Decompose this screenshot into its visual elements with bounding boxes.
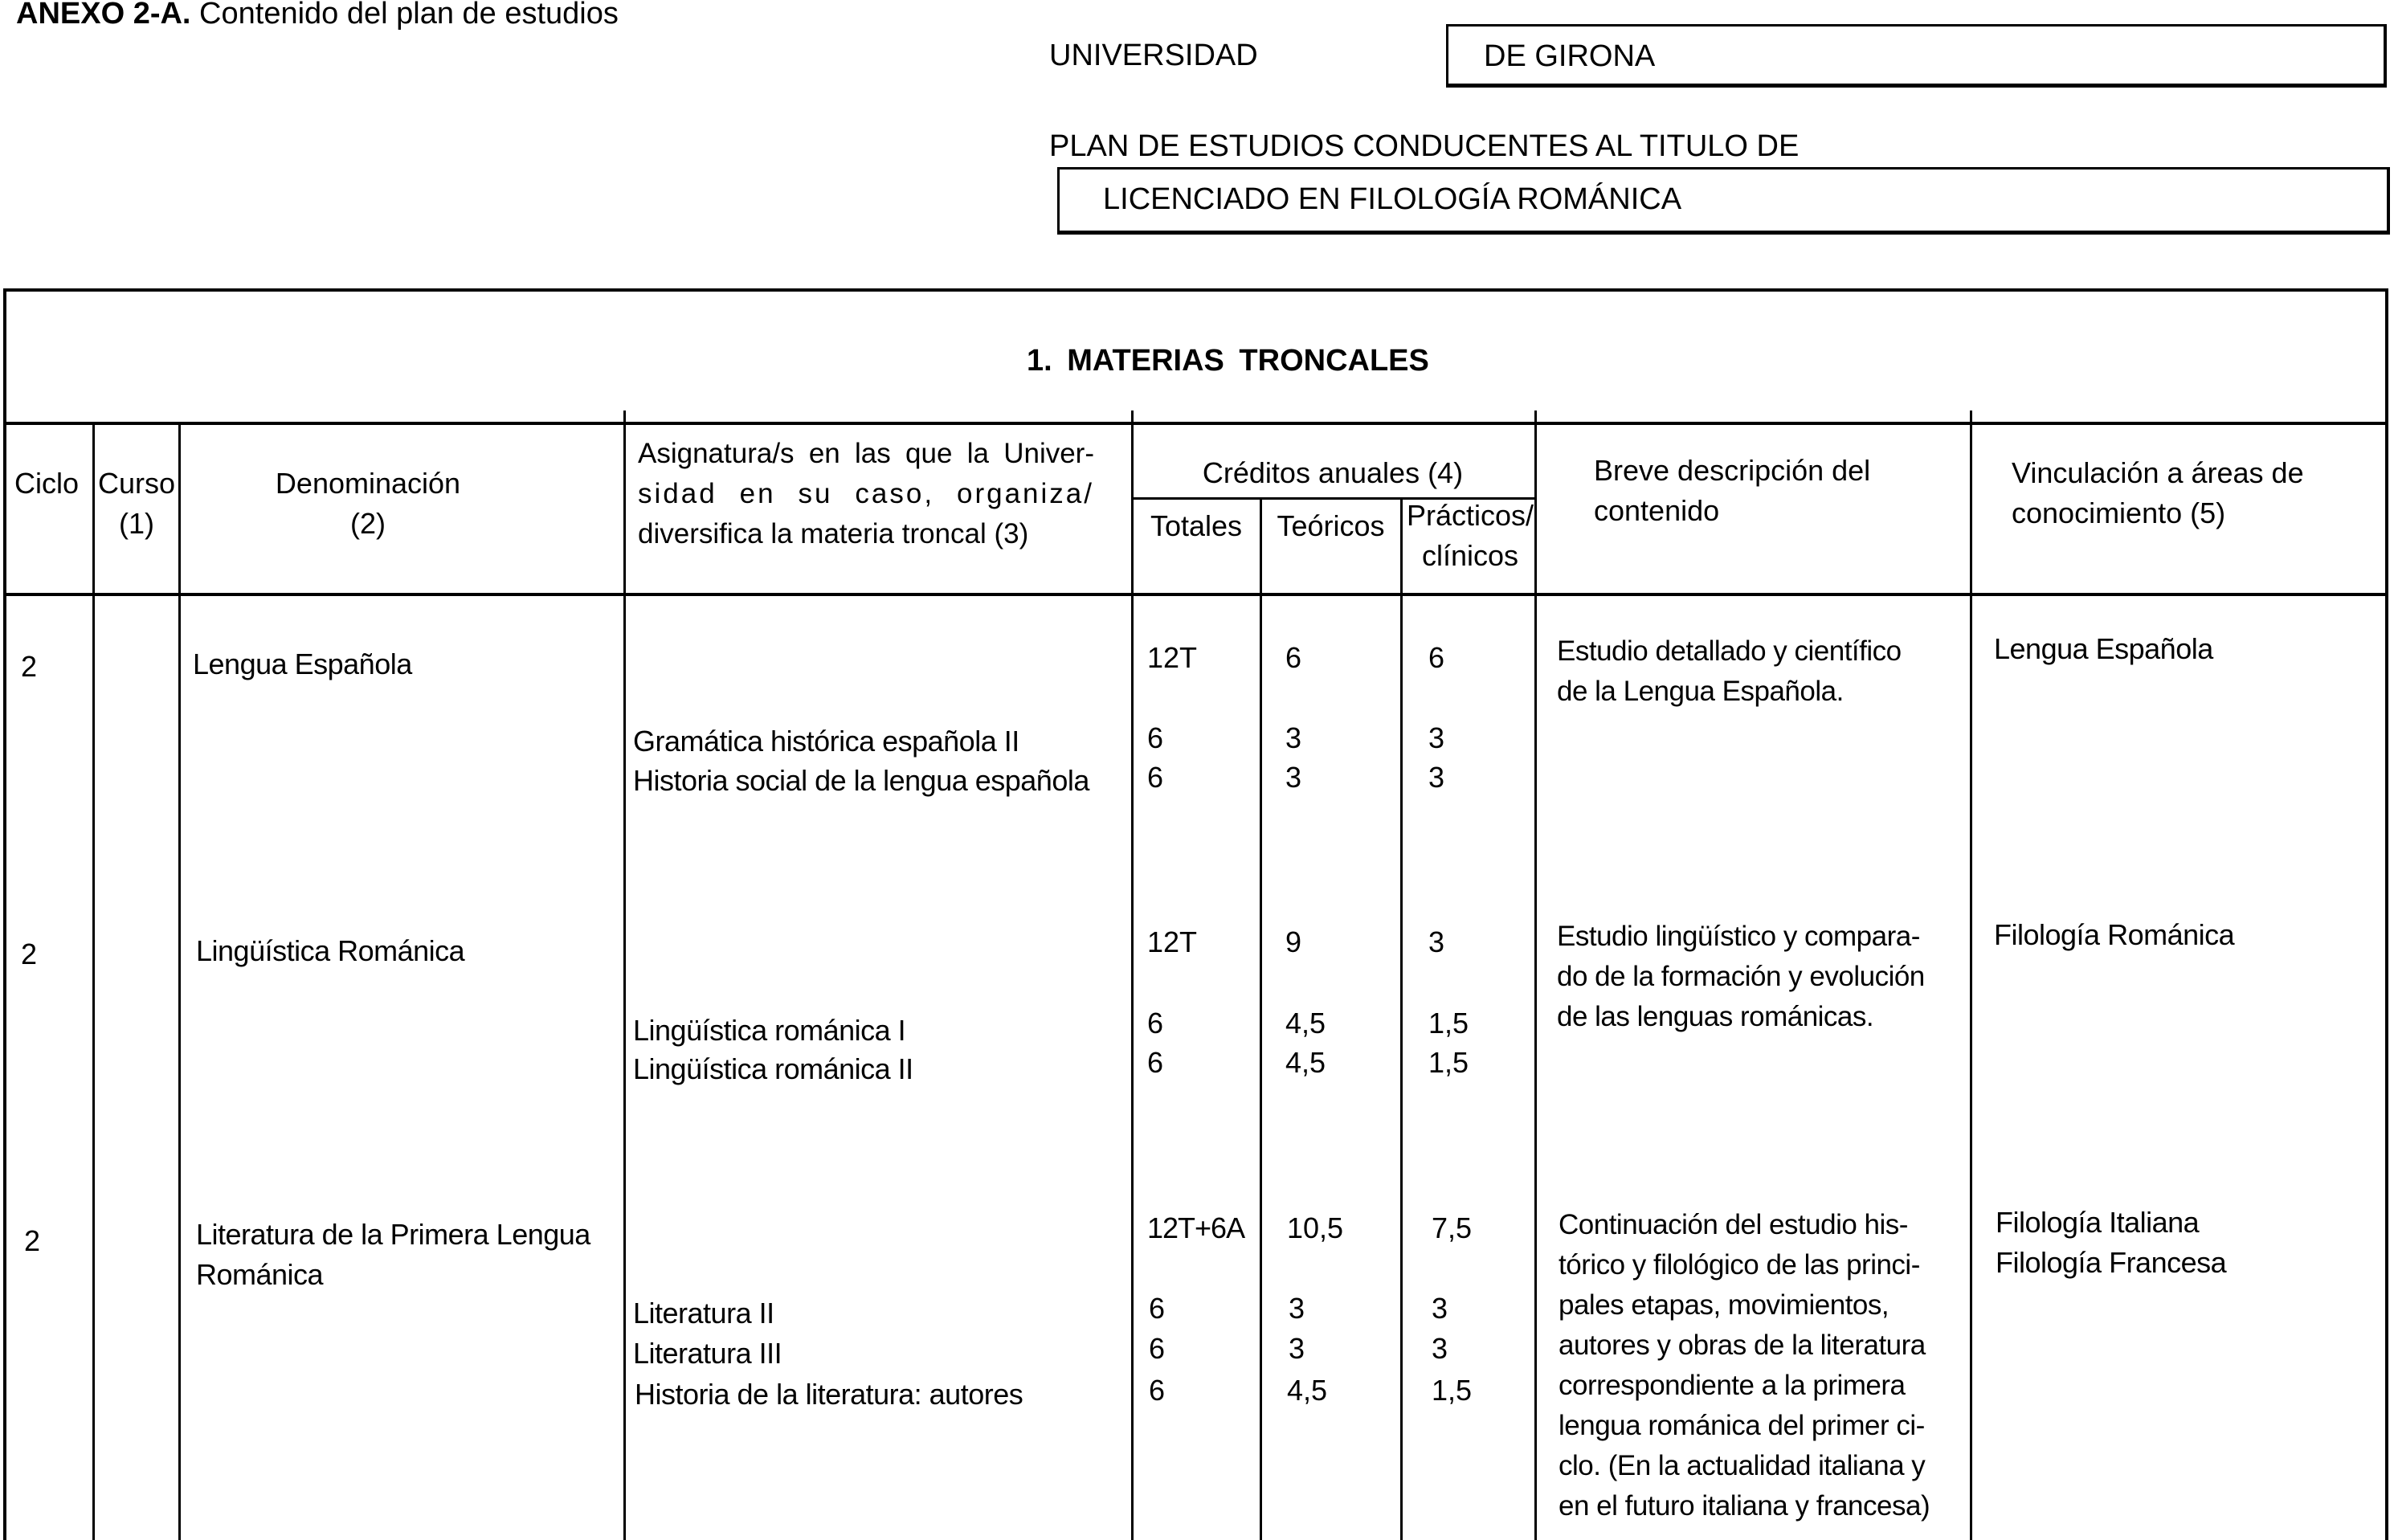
row2-desc-line: Estudio lingüístico y compara- xyxy=(1557,921,1920,952)
row2-asig1-name: Lingüística románica I xyxy=(633,1014,906,1047)
row2-asig2-totales: 6 xyxy=(1147,1046,1164,1079)
row2-asig2-practicos: 1,5 xyxy=(1428,1046,1469,1079)
annex-heading xyxy=(16,0,619,31)
col-totales: Totales xyxy=(1150,509,1243,542)
row3-desc-line: clo. (En la actualidad italiana y xyxy=(1559,1450,1926,1481)
row1-denominacion: Lengua Española xyxy=(193,647,412,680)
row3-desc-line: pales etapas, movimientos, xyxy=(1559,1289,1889,1321)
col-vinculacion xyxy=(2012,453,2304,533)
row1-practicos: 6 xyxy=(1428,641,1445,674)
row2-totales: 12T xyxy=(1147,925,1198,958)
row3-desc-line: lengua románica del primer ci- xyxy=(1559,1410,1925,1441)
row3-vinculacion-line: Filología Italiana xyxy=(1996,1206,2200,1239)
col-practicos-line1: Prácticos/ xyxy=(1406,499,1534,532)
degree-box xyxy=(1057,167,2390,235)
col-teoricos: Teóricos xyxy=(1277,509,1385,542)
row1-descripcion xyxy=(1557,631,1971,712)
row3-denominacion-line: Románica xyxy=(196,1258,324,1291)
row3-asig1-totales: 6 xyxy=(1149,1292,1166,1325)
col-curso-title: Curso xyxy=(97,467,176,500)
row3-denominacion xyxy=(196,1215,590,1295)
row3-asig3-totales: 6 xyxy=(1149,1374,1166,1407)
col-vinculacion-line2: conocimiento (5) xyxy=(2012,496,2226,529)
row3-asig2-totales: 6 xyxy=(1149,1332,1166,1365)
row2-denominacion: Lingüística Románica xyxy=(196,934,465,967)
row2-teoricos: 9 xyxy=(1285,925,1302,958)
col-descripcion-line2: contenido xyxy=(1594,494,1720,527)
col-denominacion-ref: (2) xyxy=(350,507,386,540)
row3-vinculacion-line: Filología Francesa xyxy=(1996,1246,2227,1279)
row3-totales: 12T+6A xyxy=(1147,1211,1245,1244)
row2-practicos: 3 xyxy=(1428,925,1445,958)
row3-asig3-practicos: 1,5 xyxy=(1432,1374,1473,1407)
col-ciclo: Ciclo xyxy=(14,467,80,500)
row1-totales: 12T xyxy=(1147,641,1198,674)
row1-desc-line: Estudio detallado y científico xyxy=(1557,635,1902,667)
row3-desc-line: correspondiente a la primera xyxy=(1559,1370,1906,1401)
row2-desc-line: de las lenguas románicas. xyxy=(1557,1001,1874,1032)
row3-asig3-teoricos: 4,5 xyxy=(1287,1374,1328,1407)
row1-ciclo: 2 xyxy=(21,650,38,683)
col-descripcion-line1: Breve descripción del xyxy=(1594,454,1871,487)
col-asignaturas-line3: diversifica la materia troncal (3) xyxy=(638,518,1029,549)
row1-asig2-practicos: 3 xyxy=(1428,761,1445,794)
section-title: 1. MATERIAS TRONCALES xyxy=(1027,344,1429,378)
col-asignaturas-line1: Asignatura/s en las que la Univer- xyxy=(638,438,1094,469)
row3-descripcion xyxy=(1559,1205,1972,1526)
row1-vinculacion: Lengua Española xyxy=(1994,632,2213,665)
row3-desc-line: tórico y filológico de las princi- xyxy=(1559,1249,1920,1281)
row1-asig2-teoricos: 3 xyxy=(1285,761,1302,794)
row3-desc-line: en el futuro italiana y francesa) xyxy=(1559,1490,1930,1522)
col-descripcion xyxy=(1594,451,1870,531)
row1-desc-line: de la Lengua Española. xyxy=(1557,676,1844,707)
col-vinculacion-line1: Vinculación a áreas de xyxy=(2012,456,2304,489)
annex-text: Contenido del plan de estudios xyxy=(199,0,619,31)
row2-asig1-practicos: 1,5 xyxy=(1428,1007,1469,1040)
row3-asig1-practicos: 3 xyxy=(1432,1292,1448,1325)
col-curso xyxy=(93,464,180,544)
row2-asig2-name: Lingüística románica II xyxy=(633,1052,913,1085)
degree-value: LICENCIADO EN FILOLOGÍA ROMÁNICA xyxy=(1103,182,1682,216)
col-asignaturas xyxy=(638,434,1094,554)
row3-desc-line: autores y obras de la literatura xyxy=(1559,1330,1926,1361)
row1-asig1-name: Gramática histórica española II xyxy=(633,725,1019,758)
row1-asig1-practicos: 3 xyxy=(1428,721,1445,754)
col-practicos-line2: clínicos xyxy=(1421,539,1519,572)
row1-asig2-name: Historia social de la lengua española xyxy=(633,764,1089,797)
row1-teoricos: 6 xyxy=(1285,641,1302,674)
row3-asig2-teoricos: 3 xyxy=(1289,1332,1305,1365)
row3-denominacion-line: Literatura de la Primera Lengua xyxy=(196,1218,590,1251)
university-box xyxy=(1446,24,2387,88)
row1-asig1-totales: 6 xyxy=(1147,721,1164,754)
university-label: UNIVERSIDAD xyxy=(1049,39,1258,72)
plan-label: PLAN DE ESTUDIOS CONDUCENTES AL TITULO DE xyxy=(1049,129,1800,163)
row2-asig1-teoricos: 4,5 xyxy=(1285,1007,1326,1040)
col-creditos: Créditos anuales (4) xyxy=(1202,456,1464,489)
row3-ciclo: 2 xyxy=(24,1224,41,1257)
annex-label: ANEXO 2-A. xyxy=(16,0,191,31)
col-practicos xyxy=(1402,496,1538,576)
university-value: DE GIRONA xyxy=(1484,39,1656,73)
row3-asig3-name: Historia de la literatura: autores xyxy=(635,1378,1023,1411)
row3-asig1-teoricos: 3 xyxy=(1289,1292,1305,1325)
col-denominacion xyxy=(179,464,557,544)
row2-desc-line: do de la formación y evolución xyxy=(1557,961,1925,992)
row1-asig2-totales: 6 xyxy=(1147,761,1164,794)
row2-asig2-teoricos: 4,5 xyxy=(1285,1046,1326,1079)
row3-practicos: 7,5 xyxy=(1432,1211,1473,1244)
row3-teoricos: 10,5 xyxy=(1287,1211,1344,1244)
row3-desc-line: Continuación del estudio his- xyxy=(1559,1209,1908,1240)
row3-vinculacion xyxy=(1996,1203,2226,1283)
row1-asig1-teoricos: 3 xyxy=(1285,721,1302,754)
col-asignaturas-line2: sidad en su caso, organiza/ xyxy=(638,478,1094,509)
row2-ciclo: 2 xyxy=(21,937,38,970)
row3-asig1-name: Literatura II xyxy=(633,1297,774,1330)
col-denominacion-title: Denominación xyxy=(275,467,461,500)
row3-asig2-practicos: 3 xyxy=(1432,1332,1448,1365)
row3-asig2-name: Literatura III xyxy=(633,1337,782,1370)
row2-vinculacion: Filología Románica xyxy=(1994,918,2235,951)
row2-descripcion xyxy=(1557,917,1971,1037)
row2-asig1-totales: 6 xyxy=(1147,1007,1164,1040)
col-curso-ref: (1) xyxy=(119,507,154,540)
